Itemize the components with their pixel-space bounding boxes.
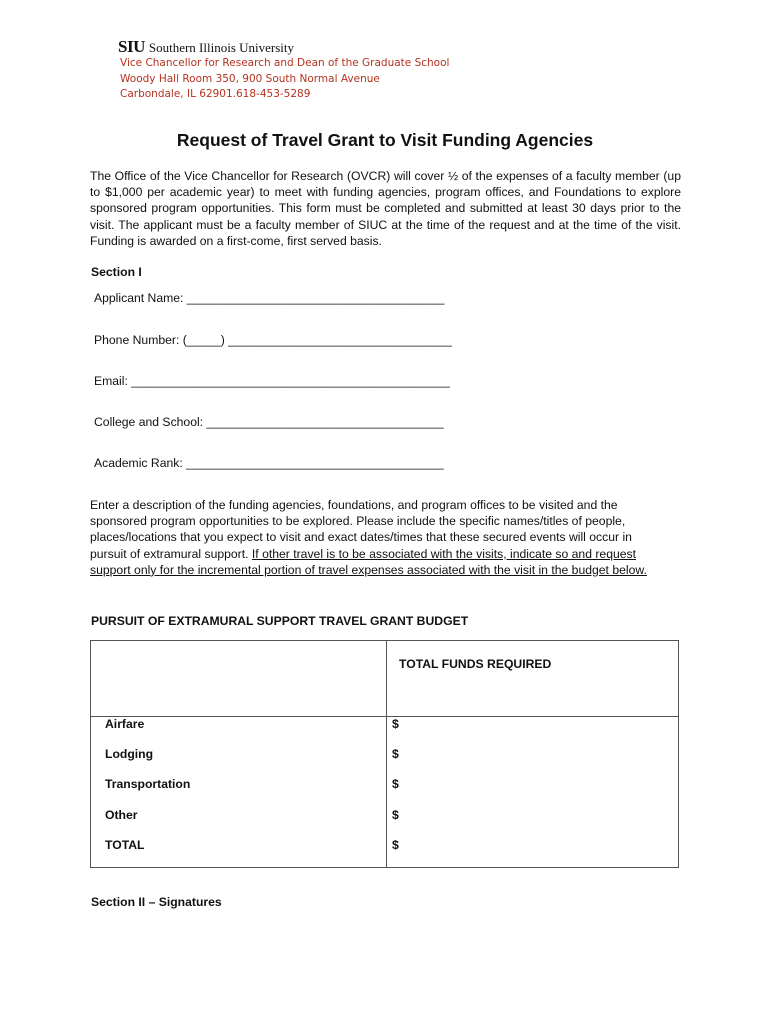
budget-row-amount-field[interactable]: $ [392,717,399,731]
academic-rank-field[interactable]: Academic Rank: ______________________________________ [94,456,444,470]
letterhead-street: Woody Hall Room 350, 900 South Normal Avenue [120,72,380,85]
budget-header-divider [91,716,678,717]
budget-row-amount-field[interactable]: $ [392,808,399,822]
college-school-field[interactable]: College and School: ___________________________________ [94,415,444,429]
description-text: Enter a description of the funding agencies, foundations, and program offices to be visited and the sponsored program opportunities to be explored. Please include the specific names/titles of people, places/locations that you expect to visit and exact dates/times that these secured events will occur in pursuit of extramural support. [90,498,632,561]
description-underlined-note: If other travel is to be associated with the visits, indicate so and request support only for the incremental portion of travel expenses associated with the visit in the budget below. [90,546,647,577]
letterhead-city: Carbondale, IL 62901.618-453-5289 [120,88,311,100]
budget-row-label: TOTAL [105,838,145,852]
intro-paragraph: The Office of the Vice Chancellor for Research (OVCR) will cover ½ of the expenses of a faculty member (up to $1,000 per academic year) to meet with funding agencies, program offices, and Foundations to explore sponsored program opportunities. This form must be completed and submitted at least 30 days prior to the visit. The applicant must be a faculty member of SIUC at the time of the request and at the time of the visit. Funding is awarded on a first-come, first served basis. [90,169,681,248]
applicant-name-field[interactable]: Applicant Name: ______________________________________ [94,291,445,305]
budget-row-label: Other [105,808,138,822]
university-logo [118,37,294,57]
letterhead-office: Vice Chancellor for Research and Dean of the Graduate School [120,57,450,69]
letterhead-address [120,56,449,103]
budget-column-header: TOTAL FUNDS REQUIRED [399,657,552,671]
budget-row-label: Lodging [105,747,154,761]
budget-column-divider [386,641,387,867]
logo-university-name: Southern Illinois University [148,40,295,55]
page-title: Request of Travel Grant to Visit Funding Agencies [176,130,594,150]
budget-title: PURSUIT OF EXTRAMURAL SUPPORT TRAVEL GRANT BUDGET [91,614,469,628]
email-field[interactable]: Email: _______________________________________________ [94,374,450,388]
budget-row-amount-field[interactable]: $ [392,747,399,761]
budget-row-label: Transportation [105,777,191,791]
budget-row-amount-field[interactable]: $ [392,838,399,852]
budget-row-label: Airfare [105,717,145,731]
section-2-heading: Section II – Signatures [91,895,222,909]
budget-row-amount-field[interactable]: $ [392,777,399,791]
section-1-heading: Section I [91,265,142,279]
budget-table [90,640,679,868]
phone-number-field[interactable]: Phone Number: (_____) _________________________________ [94,333,452,347]
logo-abbreviation: SIU [118,37,145,56]
description-instructions [90,497,670,578]
